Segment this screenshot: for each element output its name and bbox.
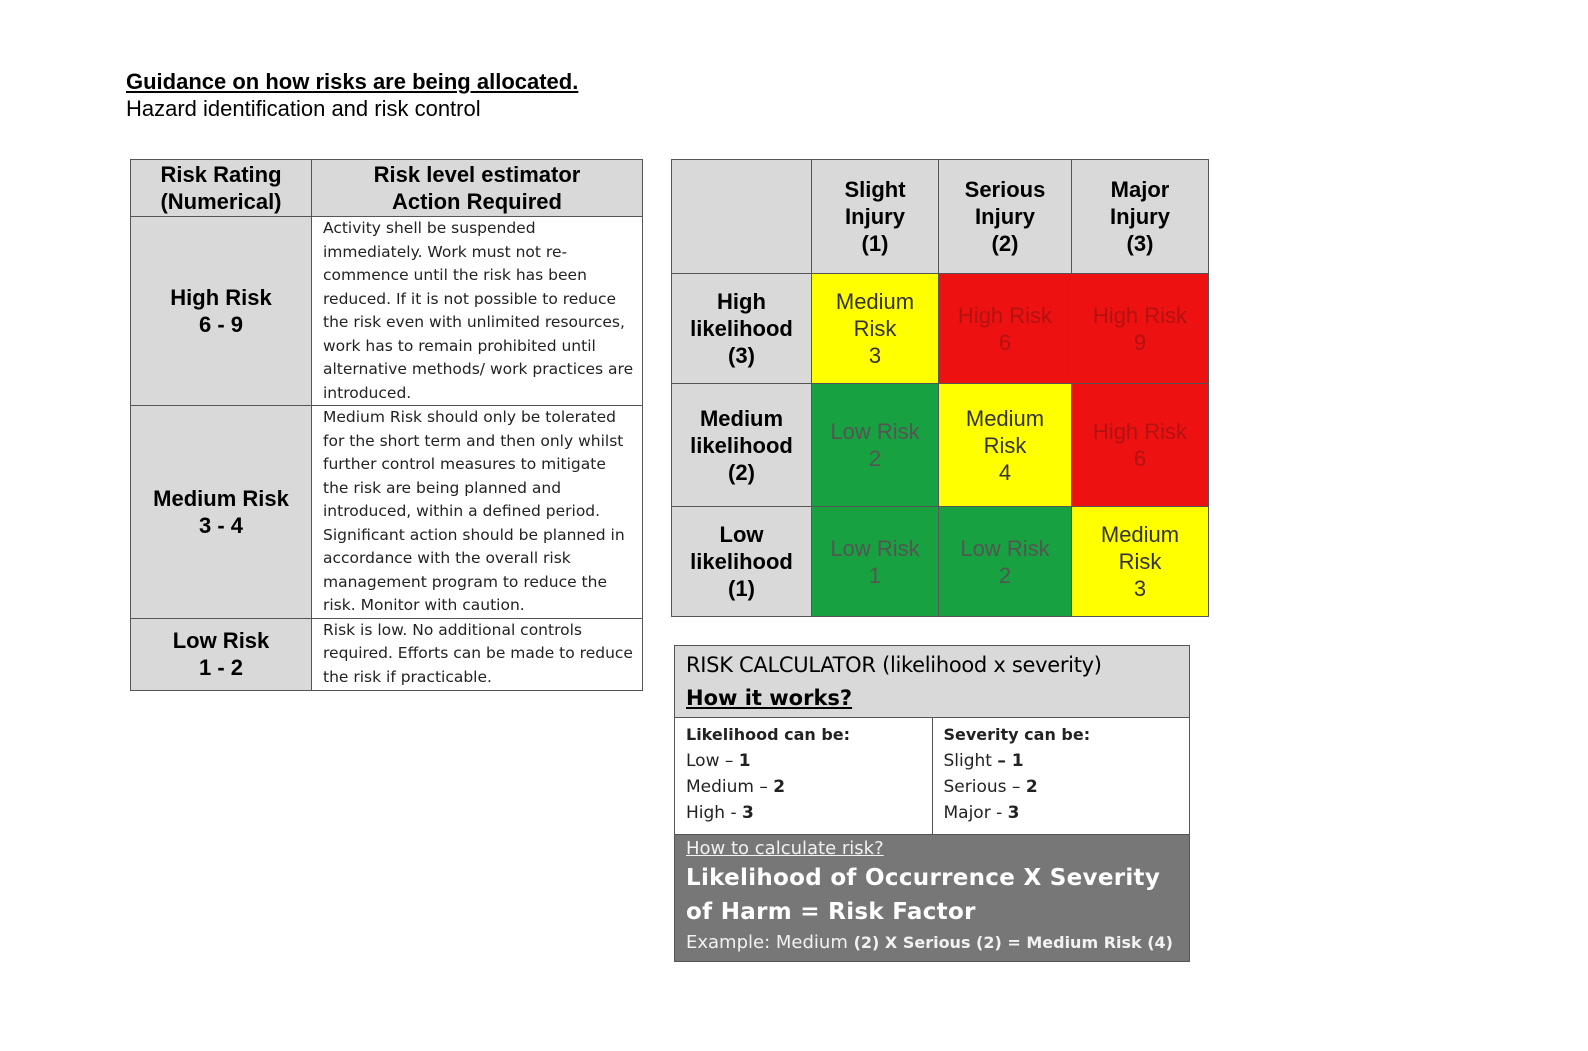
item-value: 1 <box>738 751 751 771</box>
list-item <box>944 800 1180 826</box>
cell-text: Medium Risk 3 <box>1100 522 1180 601</box>
matrix-cell <box>939 274 1072 384</box>
matrix-cell <box>939 384 1072 507</box>
likelihood-label: Low likelihood (1) <box>690 522 793 601</box>
cell-text: High Risk 6 <box>957 302 1053 355</box>
severity-header-slight <box>812 160 939 274</box>
document-subtitle: Hazard identification and risk control <box>126 96 481 121</box>
matrix-cell <box>1072 507 1209 617</box>
table-row <box>131 406 643 619</box>
matrix-cell <box>1072 384 1209 507</box>
severity-label: Slight Injury (1) <box>844 177 906 256</box>
matrix-row-low <box>672 507 1209 617</box>
cell-text: Low Risk 2 <box>960 535 1050 588</box>
calculator-scales <box>675 718 1189 835</box>
rating-header-text: Risk Rating (Numerical) <box>160 162 282 214</box>
calculator-header <box>675 646 1189 718</box>
likelihood-scale <box>675 718 932 834</box>
rating-cell-high <box>131 217 312 406</box>
matrix-cell <box>812 274 939 384</box>
cell-text: Medium Risk 4 <box>965 405 1045 485</box>
severity-header-major <box>1072 160 1209 274</box>
rating-label: Low Risk 1 - 2 <box>172 628 270 680</box>
likelihood-heading: Likelihood can be: <box>686 725 851 744</box>
matrix-cell <box>812 507 939 617</box>
item-value: 3 <box>1007 803 1020 823</box>
list-item <box>686 800 922 826</box>
rating-label: High Risk 6 - 9 <box>170 285 272 337</box>
severity-label: Major Injury (3) <box>1110 177 1170 256</box>
cell-text: Medium Risk 3 <box>835 289 915 368</box>
action-header <box>312 160 643 217</box>
matrix-corner <box>672 160 812 274</box>
item-label: Serious – <box>943 777 1026 797</box>
example-prefix: Example: Medium <box>686 932 854 953</box>
matrix-cell <box>812 384 939 507</box>
item-value: 2 <box>1025 777 1038 797</box>
item-label: Slight <box>943 751 998 771</box>
likelihood-header-medium <box>672 384 812 507</box>
how-to-calculate-heading: How to calculate risk? <box>686 838 884 859</box>
table-row <box>131 618 643 690</box>
item-label: Low – <box>686 751 739 771</box>
risk-matrix <box>671 159 1209 617</box>
risk-rating-table <box>130 159 643 691</box>
list-item <box>944 748 1180 774</box>
document-title: Guidance on how risks are being allocated. <box>126 69 579 94</box>
item-value: 2 <box>773 777 786 797</box>
cell-text: High Risk 6 <box>1092 419 1188 471</box>
item-label: Medium – <box>686 777 774 797</box>
item-label: Major - <box>943 803 1008 823</box>
rating-label: Medium Risk 3 - 4 <box>153 485 289 538</box>
cell-text: Low Risk 2 <box>830 419 920 471</box>
severity-heading: Severity can be: <box>943 725 1091 744</box>
severity-header-serious <box>939 160 1072 274</box>
calculator-title: RISK CALCULATOR (likelihood x severity) <box>686 653 1102 677</box>
action-header-text: Risk level estimator Action Required <box>373 162 581 214</box>
calculation-example <box>686 929 1179 957</box>
example-rest: (2) X Serious (2) = Medium Risk (4) <box>853 933 1173 952</box>
list-item <box>686 774 922 800</box>
calculation-footer <box>675 835 1189 961</box>
item-label: High - <box>686 803 743 823</box>
matrix-row-high <box>672 274 1209 384</box>
list-item <box>686 748 922 774</box>
cell-text: Low Risk 1 <box>830 535 920 588</box>
item-value: 3 <box>742 803 754 823</box>
item-value: – 1 <box>997 751 1024 771</box>
cell-text: High Risk 9 <box>1092 302 1188 355</box>
rating-header <box>131 160 312 217</box>
title-block <box>126 68 578 122</box>
action-cell-high: Activity shell be suspended immediately. Work must not re-commence until the risk has been reduced. If it is not possible to reduce the risk even with unlimited resources, work has to remain prohibited until alternative methods/ work practices are introduced. <box>312 217 643 406</box>
action-cell-medium: Medium Risk should only be tolerated for the short term and then only whilst further control measures to mitigate the risk are being planned and introduced, within a defined period. Significant action should be planned in accordance with the overall risk management program to reduce the risk. Monitor with caution. <box>312 406 643 619</box>
matrix-cell <box>939 507 1072 617</box>
action-cell-low: Risk is low. No additional controls required. Efforts can be made to reduce the risk if practicable. <box>312 618 643 690</box>
severity-label: Serious Injury (2) <box>964 177 1046 256</box>
rating-cell-medium <box>131 406 312 619</box>
likelihood-header-high <box>672 274 812 384</box>
likelihood-label: Medium likelihood (2) <box>690 405 793 485</box>
severity-scale <box>932 718 1190 834</box>
matrix-row-medium <box>672 384 1209 507</box>
likelihood-label: High likelihood (3) <box>690 289 793 368</box>
how-it-works-heading: How it works? <box>686 686 853 710</box>
table-row <box>131 217 643 406</box>
risk-formula: Likelihood of Occurrence X Severity of Harm = Risk Factor <box>686 865 1161 925</box>
likelihood-header-low <box>672 507 812 617</box>
rating-cell-low <box>131 618 312 690</box>
list-item <box>944 774 1180 800</box>
matrix-cell <box>1072 274 1209 384</box>
risk-calculator <box>674 645 1190 962</box>
